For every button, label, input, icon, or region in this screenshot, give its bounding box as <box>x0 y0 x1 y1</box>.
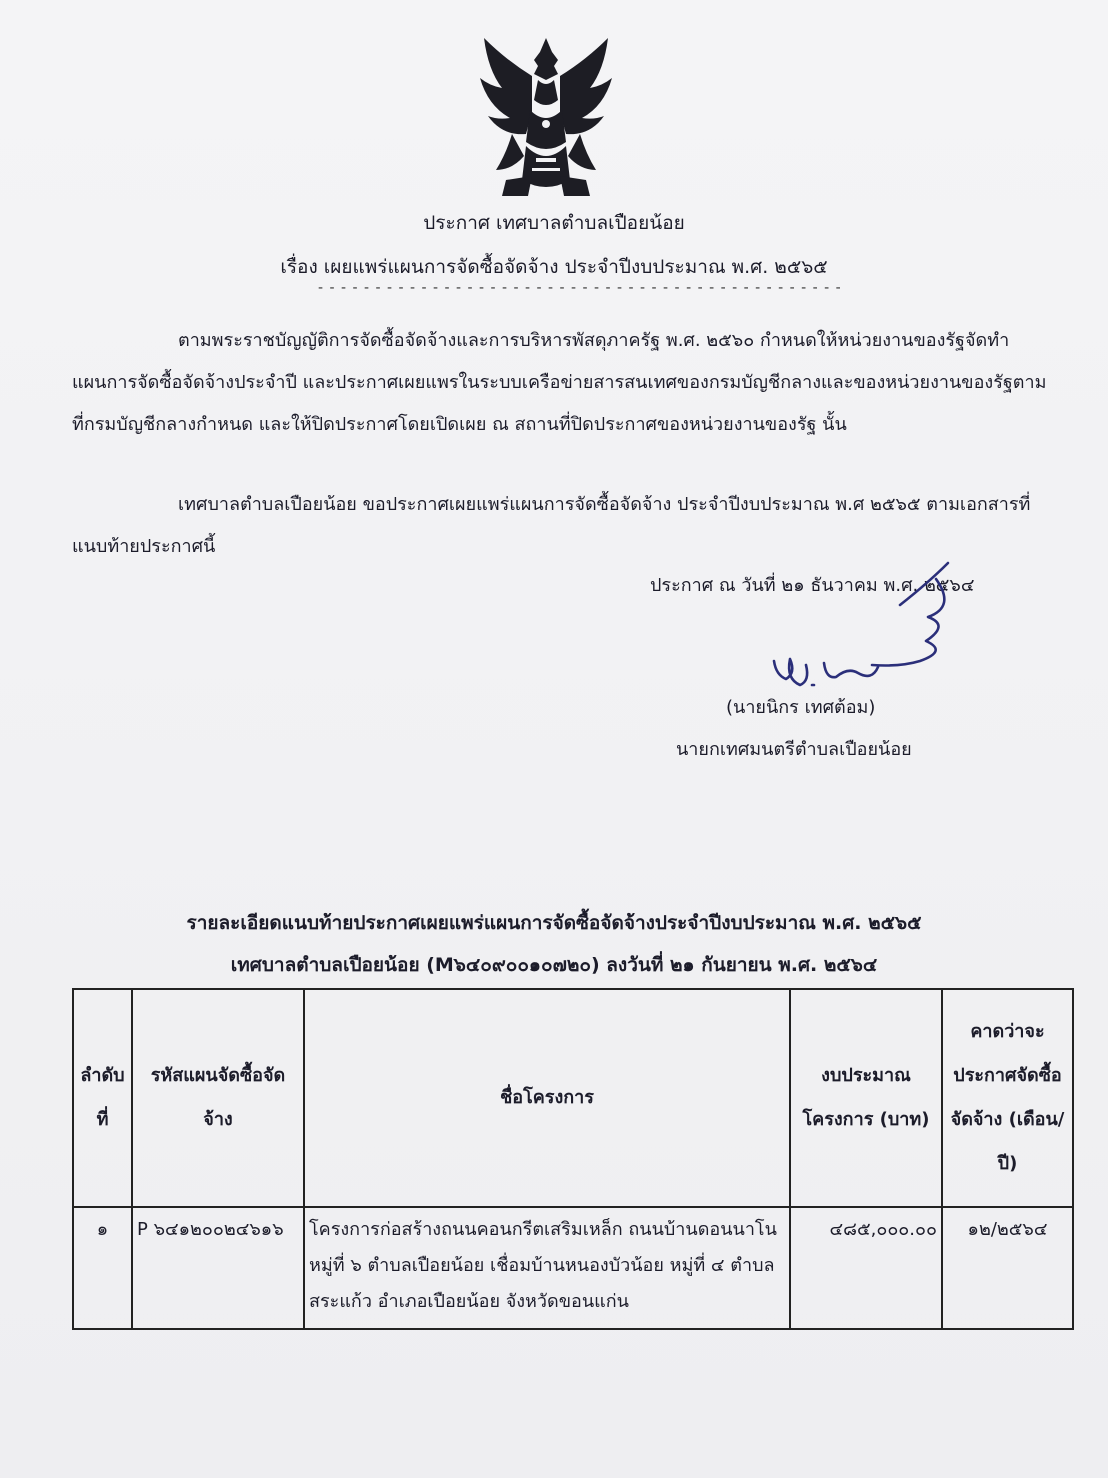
table-row <box>73 1207 1073 1329</box>
garuda-emblem-icon <box>466 30 626 205</box>
row-plan-code: P ๖๔๑๒๐๐๒๔๖๑๖ <box>132 1207 304 1329</box>
handwritten-signature <box>760 555 960 695</box>
announcement-date: ประกาศ ณ วันที่ ๒๑ ธันวาคม พ.ศ. ๒๕๖๔ <box>650 575 975 596</box>
row-project-name: โครงการก่อสร้างถนนคอนกรีตเสริมเหล็ก ถนนบ้านดอนนาโน หมู่ที่ ๖ ตำบลเปือยน้อย เชื่อมบ้านหนองบัวน้อย หมู่ที่ ๔ ตำบลสระแก้ว อำเภอเปือยน้อย จังหวัดขอนแก่น <box>304 1207 790 1329</box>
column-header-budget: งบประมาณโครงการ (บาท) <box>790 989 942 1207</box>
column-header-plan-code: รหัสแผนจัดซื้อจัดจ้าง <box>132 989 304 1207</box>
signer-position: นายกเทศมนตรีตำบลเปือยน้อย <box>676 739 912 760</box>
dashed-divider: - - - - - - - - - - - - - - - - - - - - - - - - - - - - - - - - - - - - - - - - - - - - - - <box>318 280 842 296</box>
column-header-expected-date: คาดว่าจะประกาศจัดซื้อจัดจ้าง (เดือน/ปี) <box>942 989 1073 1207</box>
column-header-no: ลำดับที่ <box>73 989 132 1207</box>
table-header-row <box>73 989 1073 1207</box>
attachment-subtitle: เทศบาลตำบลเปือยน้อย (M๖๔๐๙๐๐๑๐๗๒๐) ลงวันที่ ๒๑ กันยายน พ.ศ. ๒๕๖๔ <box>230 954 878 976</box>
row-expected-date: ๑๒/๒๕๖๔ <box>942 1207 1073 1329</box>
body-paragraph-2: เทศบาลตำบลเปือยน้อย ขอประกาศเผยแพร่แผนการจัดซื้อจัดจ้าง ประจำปีงบประมาณ พ.ศ ๒๕๖๕ ตามเอกสารที่แนบท้ายประกาศนี้ <box>72 494 1031 557</box>
procurement-plan-table <box>72 988 1074 1330</box>
column-header-project-name: ชื่อโครงการ <box>304 989 790 1207</box>
announcement-subject: เรื่อง เผยแพร่แผนการจัดซื้อจัดจ้าง ประจำปีงบประมาณ พ.ศ. ๒๕๖๕ <box>280 256 828 278</box>
announcement-title: ประกาศ เทศบาลตำบลเปือยน้อย <box>423 212 685 234</box>
body-paragraph-1: ตามพระราชบัญญัติการจัดซื้อจัดจ้างและการบริหารพัสดุภาครัฐ พ.ศ. ๒๕๖๐ กำหนดให้หน่วยงานของรัฐจัดทำแผนการจัดซื้อจัดจ้างประจำปี และประกาศเผยแพรในระบบเครือข่ายสารสนเทศของกรมบัญชีกลางและของหน่วยงานของรัฐตามที่กรมบัญชีกลางกำหนด และให้ปิดประกาศโดยเปิดเผย ณ สถานที่ปิดประกาศของหน่วยงานของรัฐ นั้น <box>72 330 1047 435</box>
row-number: ๑ <box>73 1207 132 1329</box>
signer-name: (นายนิกร เทศต้อม) <box>726 697 876 718</box>
row-budget: ๔๘๕,๐๐๐.๐๐ <box>790 1207 942 1329</box>
attachment-title: รายละเอียดแนบท้ายประกาศเผยแพร่แผนการจัดซื้อจัดจ้างประจำปีงบประมาณ พ.ศ. ๒๕๖๕ <box>186 912 922 934</box>
